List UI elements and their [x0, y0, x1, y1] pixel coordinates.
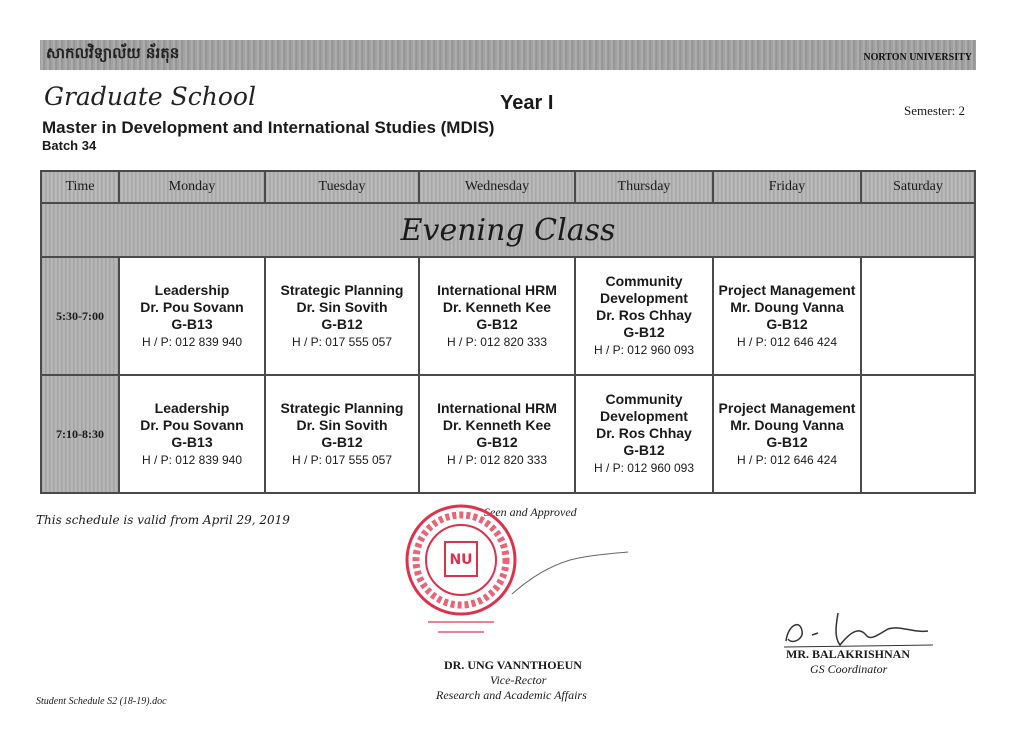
course-name: Strategic Planning	[280, 281, 404, 298]
teacher-name: Dr. Ros Chhay	[596, 307, 692, 323]
time-slot: 5:30-7:00	[41, 257, 119, 375]
room-code: G-B13	[171, 315, 213, 332]
course-name: Community Development	[600, 391, 688, 424]
university-seal-stamp	[398, 502, 524, 648]
empty-saturday-cell	[861, 375, 975, 493]
coordinator-name: MR. BALAKRISHNAN	[786, 647, 911, 661]
column-header: Monday	[119, 171, 265, 203]
course-name: Strategic Planning	[280, 399, 404, 416]
approval-label: Seen and Approved	[484, 505, 577, 519]
column-header: Time	[41, 171, 119, 203]
course-name: Community Development	[600, 273, 688, 306]
program-title: Master in Development and International Studies (MDIS)	[42, 118, 495, 137]
table-row	[41, 375, 975, 493]
phone-number: H / P: 017 555 057	[291, 334, 393, 349]
empty-saturday-cell	[861, 257, 975, 375]
table-row	[41, 257, 975, 375]
room-code: G-B12	[623, 324, 665, 340]
teacher-name: Dr. Sin Sovith	[296, 416, 388, 433]
schedule-table	[40, 170, 976, 494]
teacher-name: Dr. Kenneth Kee	[442, 298, 552, 315]
class-cell	[419, 375, 575, 493]
room-code: G-B12	[623, 442, 665, 458]
university-banner	[40, 40, 976, 70]
column-header: Thursday	[575, 171, 713, 203]
school-title: Graduate School	[44, 82, 256, 111]
room-code: G-B12	[766, 315, 808, 332]
phone-number: H / P: 012 839 940	[141, 452, 243, 467]
year-label: Year I	[500, 92, 554, 114]
room-code: G-B12	[321, 315, 363, 332]
course-name: Project Management	[718, 281, 856, 298]
vice-rector-name: DR. UNG VANNTHOEUN	[444, 658, 582, 672]
class-cell	[119, 375, 265, 493]
teacher-name: Dr. Kenneth Kee	[442, 416, 552, 433]
phone-number: H / P: 017 555 057	[291, 452, 393, 467]
banner-english-name: NORTON UNIVERSITY	[863, 52, 972, 63]
class-cell	[575, 375, 713, 493]
phone-number: H / P: 012 960 093	[593, 461, 695, 475]
room-code: G-B12	[476, 433, 518, 450]
room-code: G-B12	[321, 433, 363, 450]
vice-rector-title: Vice-Rector	[490, 673, 547, 687]
course-name: International HRM	[437, 399, 557, 416]
course-name: International HRM	[437, 281, 557, 298]
class-cell	[419, 257, 575, 375]
time-slot: 7:10-8:30	[41, 375, 119, 493]
phone-number: H / P: 012 839 940	[141, 334, 243, 349]
teacher-name: Mr. Doung Vanna	[730, 298, 844, 315]
phone-number: H / P: 012 820 333	[446, 452, 548, 467]
coordinator-title: GS Coordinator	[810, 662, 888, 676]
semester-label: Semester: 2	[904, 103, 966, 118]
phone-number: H / P: 012 820 333	[446, 334, 548, 349]
teacher-name: Dr. Sin Sovith	[296, 298, 388, 315]
phone-number: H / P: 012 646 424	[736, 334, 838, 349]
teacher-name: Dr. Pou Sovann	[140, 416, 244, 433]
stamp-initials: NU	[449, 552, 473, 568]
validity-note: This schedule is valid from April 29, 2019	[36, 513, 290, 527]
course-name: Leadership	[154, 399, 230, 416]
column-header: Wednesday	[419, 171, 575, 203]
room-code: G-B13	[171, 433, 213, 450]
section-title: Evening Class	[41, 203, 975, 257]
document-filename: Student Schedule S2 (18-19).doc	[36, 696, 167, 707]
column-header: Friday	[713, 171, 861, 203]
class-cell	[713, 257, 861, 375]
class-cell	[265, 257, 419, 375]
batch-label: Batch 34	[42, 138, 97, 153]
column-header: Tuesday	[265, 171, 419, 203]
column-header: Saturday	[861, 171, 975, 203]
teacher-name: Dr. Ros Chhay	[596, 425, 692, 441]
room-code: G-B12	[766, 433, 808, 450]
teacher-name: Dr. Pou Sovann	[140, 298, 244, 315]
teacher-name: Mr. Doung Vanna	[730, 416, 844, 433]
section-row	[41, 203, 975, 257]
course-name: Project Management	[718, 399, 856, 416]
course-name: Leadership	[154, 281, 230, 298]
class-cell	[713, 375, 861, 493]
class-cell	[575, 257, 713, 375]
vice-rector-signature	[510, 548, 630, 598]
class-cell	[265, 375, 419, 493]
schedule-header-row	[41, 171, 975, 203]
banner-khmer-name: សាកលវិទ្យាល័យ ន័រតុន	[46, 44, 180, 62]
vice-rector-department: Research and Academic Affairs	[436, 688, 587, 702]
phone-number: H / P: 012 646 424	[736, 452, 838, 467]
class-cell	[119, 257, 265, 375]
phone-number: H / P: 012 960 093	[593, 343, 695, 357]
room-code: G-B12	[476, 315, 518, 332]
